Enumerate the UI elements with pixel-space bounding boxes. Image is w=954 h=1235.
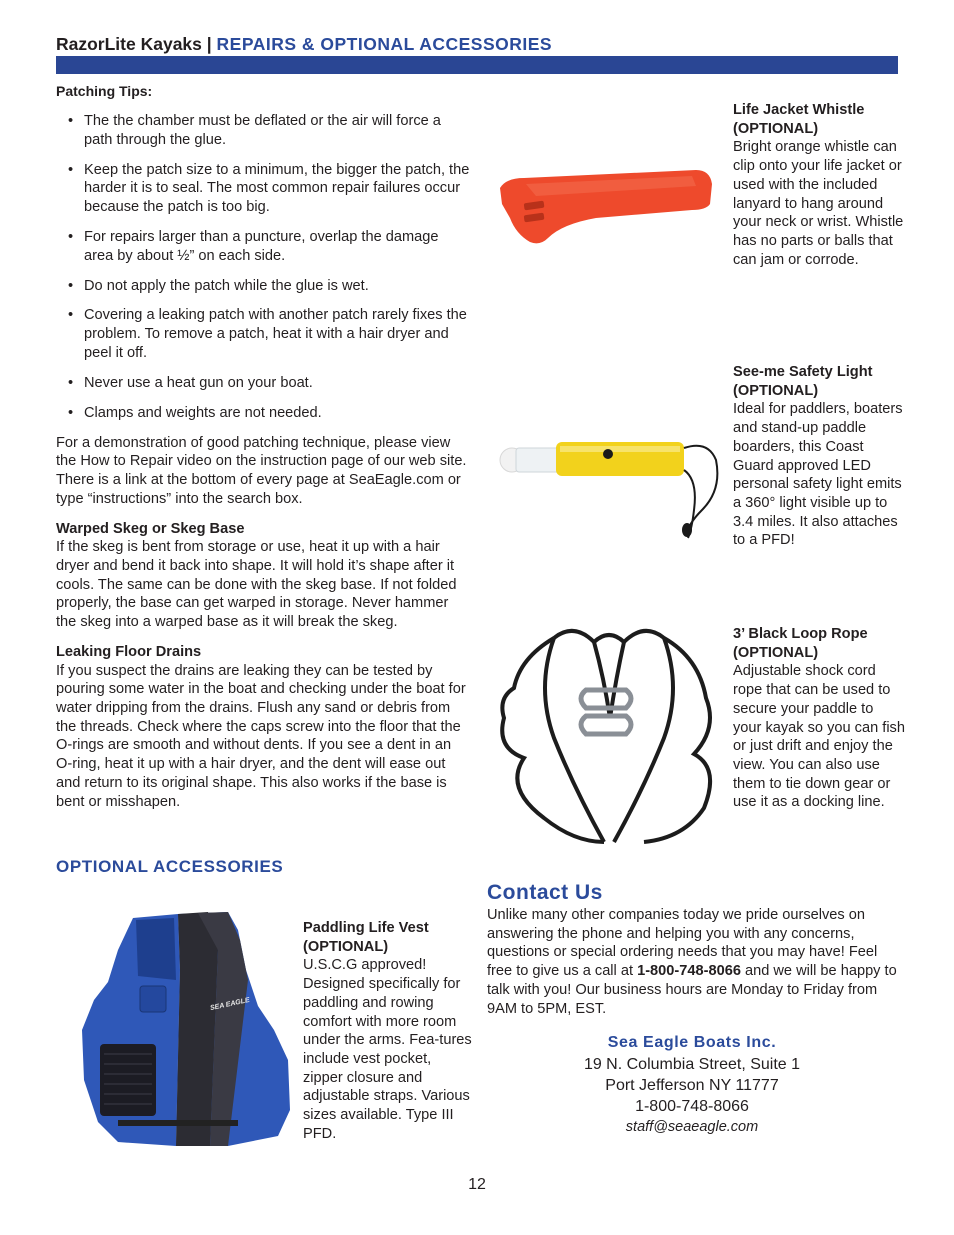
safety-light-image <box>498 420 723 545</box>
rope-title: 3’ Black Loop Rope <box>733 626 868 642</box>
list-item: • The the chamber must be deflated or the air will force a path through the glue. <box>56 112 471 149</box>
loop-rope-image <box>494 618 724 846</box>
light-description <box>733 363 905 550</box>
list-item: • For repairs larger than a puncture, overlap the damage area by about ½” on each side. <box>56 228 471 265</box>
whistle-image <box>496 140 716 250</box>
contact-text-before: Unlike many other companies today we pride ourselves on answering the phone and helping you with any concerns, questions or special ordering needs that you may have! Feel free to give us a call at <box>487 907 878 980</box>
phone-number: 1-800-748-8066 <box>635 1098 749 1115</box>
left-column <box>56 82 471 811</box>
skeg-heading: Warped Skeg or Skeg Base <box>56 520 245 537</box>
patching-heading: Patching Tips: <box>56 83 153 99</box>
list-item: • Never use a heat gun on your boat. <box>56 374 471 393</box>
header-bar <box>56 56 898 74</box>
company-address-block <box>487 1032 897 1138</box>
contact-phone-bold: 1-800-748-8066 <box>637 963 741 980</box>
address-line-2: Port Jefferson NY 11777 <box>605 1077 779 1094</box>
loop-rope-icon <box>494 618 724 846</box>
page-header <box>56 33 552 55</box>
light-body: Ideal for paddlers, boaters and stand-up paddle boarders, this Coast Guard approved LED personal safety light emits a 360° light visible up to 3.4 miles. It also attaches to a PFD! <box>733 401 903 549</box>
vest-brand-text: SEA EAGLE <box>209 996 251 1013</box>
rope-body: Adjustable shock cord rope that can be used to secure your paddle to your kayak so you can fish or just drift and enjoy the view. You can also use them to tie down gear or use it as a docking line. <box>733 663 905 811</box>
rope-description <box>733 625 905 812</box>
rope-optional-tag: (OPTIONAL) <box>733 644 819 661</box>
life-vest-image <box>78 910 293 1146</box>
whistle-optional-tag: (OPTIONAL) <box>733 120 819 137</box>
contact-section <box>487 880 897 1018</box>
contact-paragraph <box>487 906 897 1018</box>
whistle-icon <box>496 140 716 250</box>
contact-heading: Contact Us <box>487 881 603 904</box>
product-name: RazorLite Kayaks | <box>56 34 212 54</box>
drains-heading: Leaking Floor Drains <box>56 643 202 660</box>
vest-title: Paddling Life Vest <box>303 920 429 936</box>
vest-optional-tag: (OPTIONAL) <box>303 938 389 955</box>
email-address[interactable]: staff@seaeagle.com <box>625 1119 759 1135</box>
light-title: See-me Safety Light <box>733 364 873 380</box>
list-item: • Covering a leaking patch with another patch rarely fixes the problem. To remove a patch, heat it with a hair dryer and peel it off. <box>56 306 471 362</box>
whistle-description <box>733 101 905 269</box>
whistle-body: Bright orange whistle can clip onto your life jacket or used with the included lanyard to hang around your neck or wrist. Whistle has no parts or balls that can jam or corrode. <box>733 139 904 268</box>
drains-paragraph: If you suspect the drains are leaking they can be tested by pouring some water in the boat and checking under the boat for water dripping from the drains. Flush any sand or debris from the threads. Check where the caps screw into the floor that the O-rings are smooth and without dents. If you see a dent in an O-ring, heat it up with a hair dryer, and the dent will ease out and return to its original shape. This also works if the base is bent or misshapen. <box>56 662 466 810</box>
vest-description <box>303 919 473 1143</box>
vest-body: U.S.C.G approved! Designed specifically for paddling and rowing comfort with more room under the arms. Fea-tures include vest pocket, zipper closure and adjustable straps. Various sizes available. Type III PFD. <box>303 957 472 1142</box>
section-title: REPAIRS & OPTIONAL ACCESSORIES <box>216 34 553 54</box>
list-item: • Keep the patch size to a minimum, the bigger the patch, the harder it is to seal. The most common repair failures occur because the patch is too big. <box>56 161 471 217</box>
page-number: 12 <box>468 1176 486 1193</box>
list-item: • Clamps and weights are not needed. <box>56 404 471 423</box>
safety-light-icon <box>498 420 723 545</box>
whistle-title: Life Jacket Whistle <box>733 102 865 118</box>
skeg-paragraph: If the skeg is bent from storage or use, heat it up with a hair dryer and bend it back into shape. It will hold it’s shape after it cools. The same can be done with the skeg base. If not folded properly, the base can get warped in storage. Never hammer the skeg into a warped base as it will break the skeg. <box>56 539 457 631</box>
patching-tips-list <box>56 112 471 422</box>
address-line-1: 19 N. Columbia Street, Suite 1 <box>583 1056 801 1073</box>
list-item: • Do not apply the patch while the glue is wet. <box>56 277 471 296</box>
life-vest-icon <box>78 910 293 1146</box>
company-name: Sea Eagle Boats Inc. <box>607 1034 777 1051</box>
demo-paragraph: For a demonstration of good patching technique, please view the How to Repair video on the instruction page of our web site. There is a link at the bottom of every page at SeaEagle.com or type “instructions” into the search box. <box>56 434 467 507</box>
contact-text-after: and we will be happy to talk with you! Our business hours are Monday to Friday from 9AM to 5PM, EST. <box>487 963 897 1017</box>
light-optional-tag: (OPTIONAL) <box>733 382 819 399</box>
optional-accessories-heading: OPTIONAL ACCESSORIES <box>56 857 284 876</box>
